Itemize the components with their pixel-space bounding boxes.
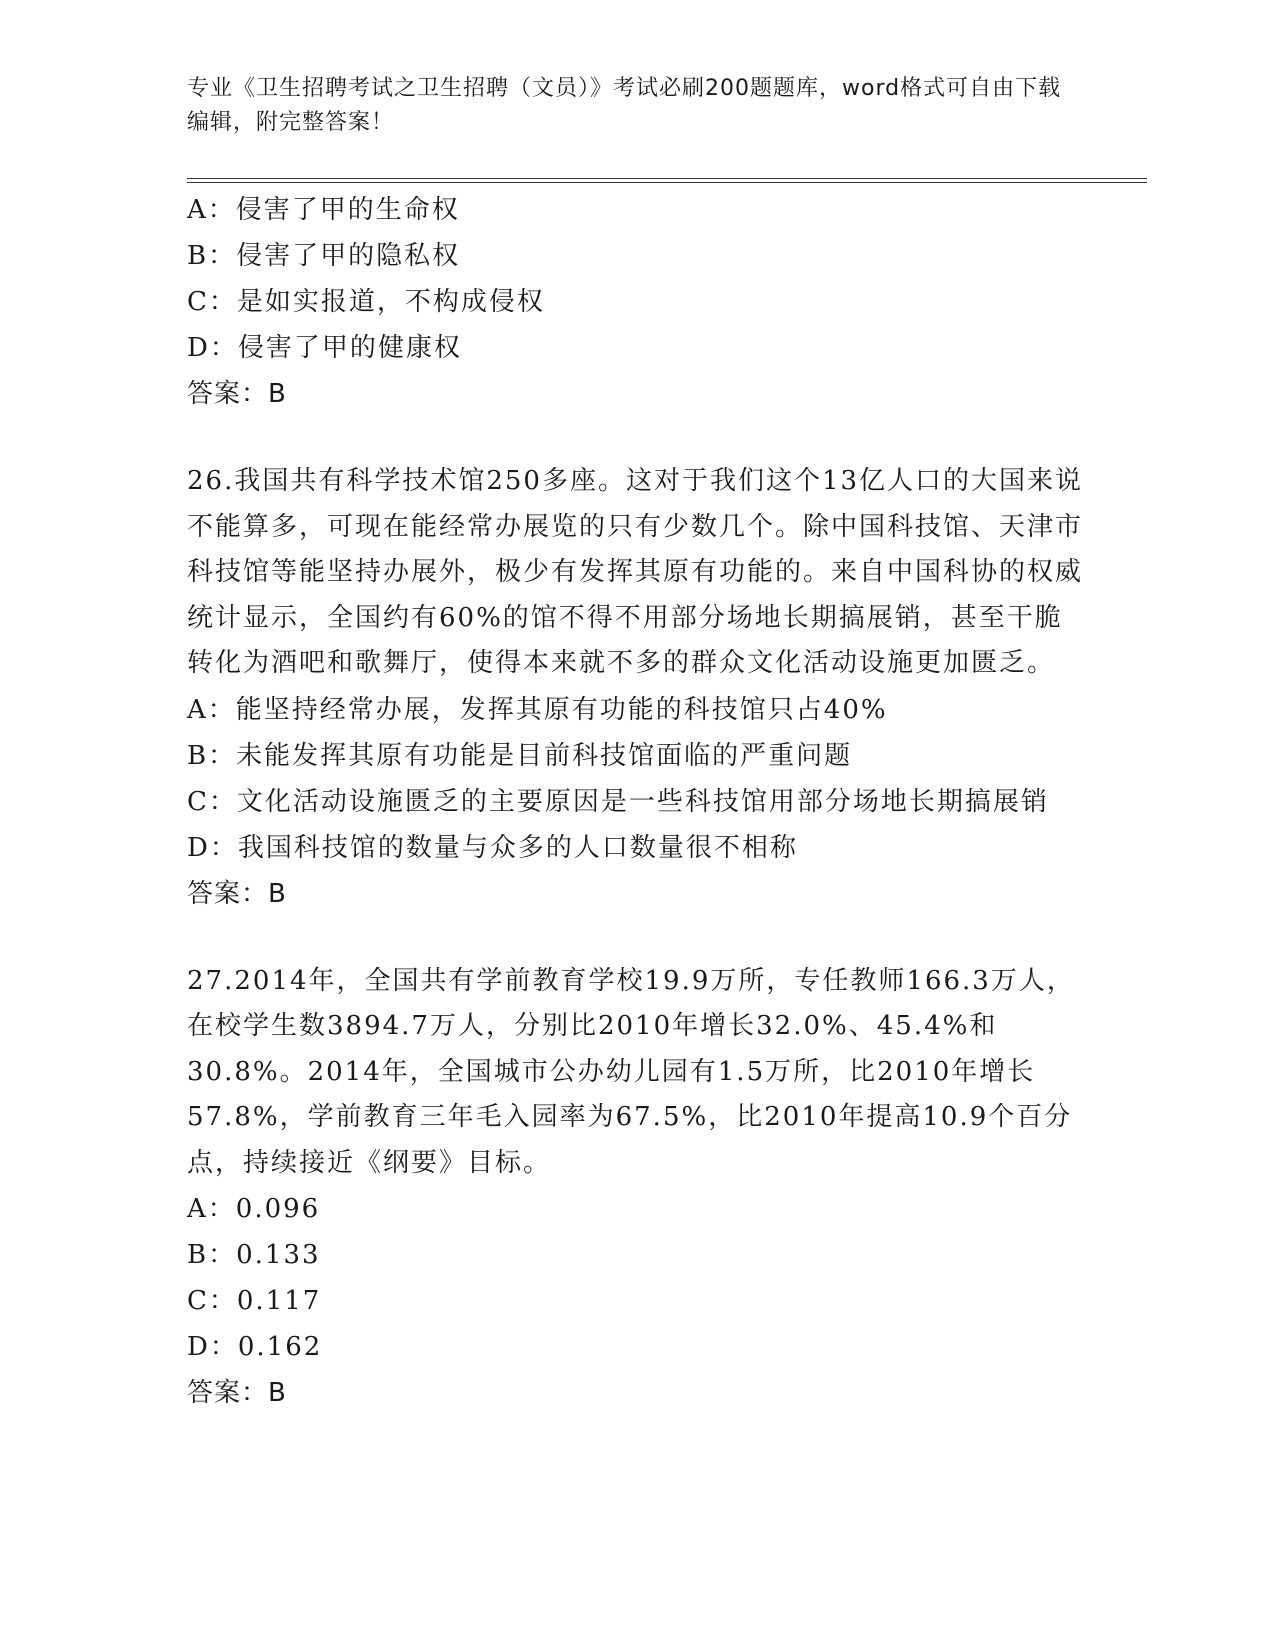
option-c: C：文化活动设施匮乏的主要原因是一些科技馆用部分场地长期搞展销 — [187, 786, 1049, 817]
answer-line: 答案：B — [187, 1378, 287, 1408]
option-d: D：侵害了甲的健康权 — [187, 333, 462, 363]
option-a: A：侵害了甲的生命权 — [187, 195, 460, 225]
option-b: B：未能发挥其原有功能是目前科技馆面临的严重问题 — [187, 740, 853, 771]
option-b: B：0.133 — [187, 1240, 321, 1270]
question-25-tail — [187, 187, 1087, 417]
option-d: D：我国科技馆的数量与众多的人口数量很不相称 — [187, 832, 798, 863]
option-c: C：是如实报道，不构成侵权 — [187, 287, 545, 317]
answer-line: 答案：B — [187, 878, 287, 909]
question-27 — [187, 959, 1087, 1417]
document-header — [187, 72, 1067, 140]
question-stem: 26.我国共有科学技术馆250多座。这对于我们这个13亿人口的大国来说不能算多，可现在能经常办展览的只有少数几个。除中国科技馆、天津市科技馆等能坚持办展外，极少有发挥其原有功能的。来自中国科协的权威统计显示，全国约有60%的馆不得不用部分场地长期搞展销，甚至干脆转化为酒吧和歌舞厅，使得本来就不多的群众文化活动设施更加匮乏。 — [187, 466, 1084, 678]
option-b: B：侵害了甲的隐私权 — [187, 241, 461, 271]
option-a: A：能坚持经常办展，发挥其原有功能的科技馆只占40% — [187, 694, 888, 725]
question-26 — [187, 459, 1087, 917]
question-stem: 27.2014年，全国共有学前教育学校19.9万所，专任教师166.3万人，在校学生数3894.7万人，分别比2010年增长32.0%、45.4%和30.8%。2014年，全国城市公办幼儿园有1.5万所，比2010年增长57.8%，学前教育三年毛入园率为67.5%，比2010年提高10.9个百分点，持续接近《纲要》目标。 — [187, 965, 1075, 1178]
option-a: A：0.096 — [187, 1194, 321, 1224]
answer-line: 答案：B — [187, 379, 287, 409]
question-content — [187, 187, 1087, 1416]
option-d: D：0.162 — [187, 1332, 323, 1362]
header-divider — [187, 178, 1147, 183]
header-text: 专业《卫生招聘考试之卫生招聘（文员）》考试必刷200题题库，word格式可自由下载编辑，附完整答案！ — [187, 76, 1062, 135]
option-c: C：0.117 — [187, 1286, 322, 1316]
